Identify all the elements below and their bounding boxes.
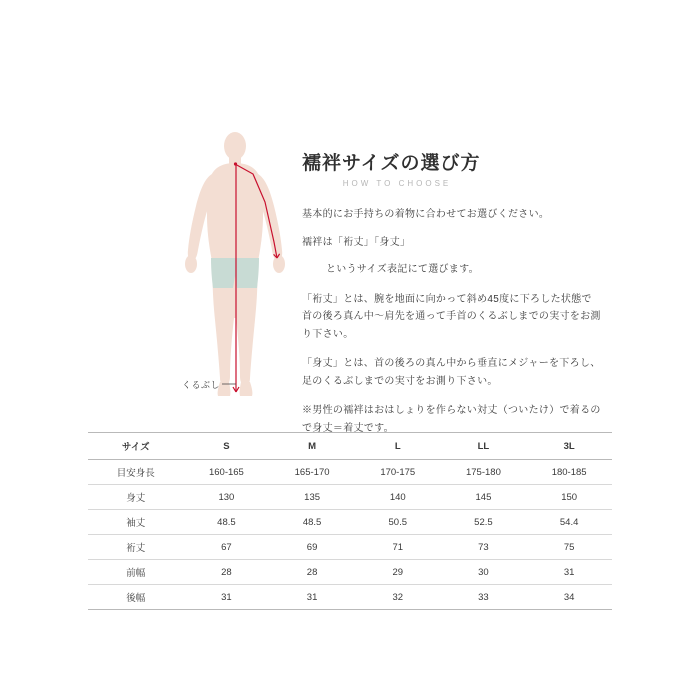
- howto-text-block: [302, 148, 602, 449]
- table-cell: 32: [355, 585, 441, 610]
- table-cell: 71: [355, 535, 441, 560]
- table-cell: 135: [269, 485, 355, 510]
- table-cell: 73: [441, 535, 527, 560]
- table-cell: 48.5: [269, 510, 355, 535]
- table-cell: 31: [269, 585, 355, 610]
- table-header-cell: LL: [441, 433, 527, 460]
- table-cell: 31: [526, 560, 612, 585]
- table-row-label: 前幅: [88, 560, 184, 585]
- table-cell: 67: [184, 535, 270, 560]
- paragraph-note: ※男性の襦袢はおはしょりを作らない対丈（ついたけ）で着るので身丈＝着丈です。: [302, 405, 601, 434]
- table-cell: 130: [184, 485, 270, 510]
- table-header-cell: 3L: [526, 433, 612, 460]
- table-row: [88, 485, 612, 510]
- table-cell: 29: [355, 560, 441, 585]
- table-cell: 48.5: [184, 510, 270, 535]
- table-cell: 54.4: [526, 510, 612, 535]
- table-row-label: 目安身長: [88, 460, 184, 485]
- paragraph-sizing-terms-2: というサイズ表記にて選びます。: [326, 264, 479, 275]
- table-row-label: 袖丈: [88, 510, 184, 535]
- table-row: [88, 535, 612, 560]
- table-cell: 180-185: [526, 460, 612, 485]
- table-cell: 170-175: [355, 460, 441, 485]
- table-row-label: 後幅: [88, 585, 184, 610]
- paragraph-sizing-terms: 襦袢は「裄丈」「身丈」: [302, 236, 411, 248]
- paragraph-mitake: 「身丈」とは、首の後ろの真ん中から垂直にメジャーを下ろし、足のくるぶしまでの実寸をお測り下さい。: [302, 358, 601, 387]
- table-cell: 28: [269, 560, 355, 585]
- table-row-label: 身丈: [88, 485, 184, 510]
- table-cell: 175-180: [441, 460, 527, 485]
- page-title: 襦袢サイズの選び方: [302, 153, 481, 174]
- table-row-label: 裄丈: [88, 535, 184, 560]
- table-header-cell: L: [355, 433, 441, 460]
- table-cell: 30: [441, 560, 527, 585]
- size-table: [88, 432, 612, 610]
- table-cell: 31: [184, 585, 270, 610]
- table-cell: 50.5: [355, 510, 441, 535]
- table-header-cell: M: [269, 433, 355, 460]
- table-row: [88, 460, 612, 485]
- table-row: [88, 585, 612, 610]
- table-row: [88, 510, 612, 535]
- table-header-cell: サイズ: [88, 433, 184, 460]
- table-cell: 145: [441, 485, 527, 510]
- table-cell: 150: [526, 485, 612, 510]
- table-cell: 69: [269, 535, 355, 560]
- table-row: [88, 560, 612, 585]
- table-cell: 75: [526, 535, 612, 560]
- page-subtitle: HOW TO CHOOSE: [342, 179, 452, 188]
- table-cell: 33: [441, 585, 527, 610]
- ankle-label: くるぶし: [182, 380, 221, 390]
- paragraph-intro: 基本的にお手持ちの着物に合わせてお選びください。: [302, 209, 550, 220]
- table-header-cell: S: [184, 433, 270, 460]
- table-cell: 165-170: [269, 460, 355, 485]
- table-cell: 28: [184, 560, 270, 585]
- table-cell: 140: [355, 485, 441, 510]
- table-header-row: [88, 433, 612, 460]
- table-cell: 52.5: [441, 510, 527, 535]
- paragraph-yuki: 「裄丈」とは、腕を地面に向かって斜め45度に下ろした状態で首の後ろ真ん中〜肩先を通って手首のくるぶしまでの実寸をお測り下さい。: [302, 293, 601, 340]
- table-cell: 160-165: [184, 460, 270, 485]
- table-cell: 34: [526, 585, 612, 610]
